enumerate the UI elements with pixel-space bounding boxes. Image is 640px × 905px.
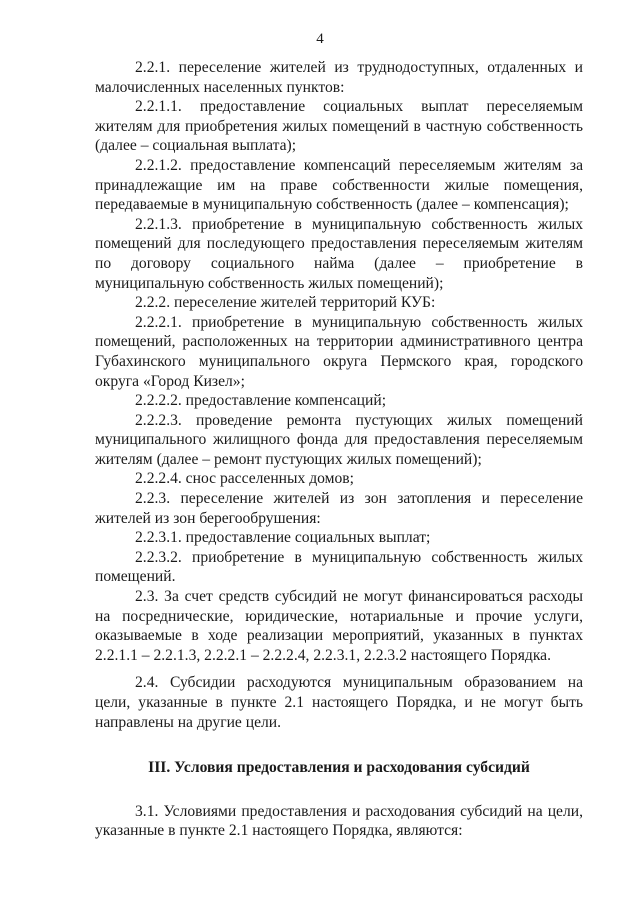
paragraph-2-2-3-1: 2.2.3.1. предоставление социальных выплат; xyxy=(135,529,431,547)
paragraph-2-2-2: 2.2.2. переселение жителей территорий КУБ: xyxy=(135,294,436,312)
paragraph-2-2-2-2: 2.2.2.2. предоставление компенсаций; xyxy=(135,392,387,410)
paragraph-2-2-2-4: 2.2.2.4. снос расселенных домов; xyxy=(135,470,354,488)
paragraph-2-3: 2.3. За счет средств субсидий не могут финансироваться расходы на посреднические, юридические, нотариальные и прочие услуги, оказываемые в ходе реализации мероприятий, указанных в пунктах 2.2.1.1 – 2.2.1.3, 2.2.2.1 – 2.2.2.4, 2.2.3.1, 2.2.3.2 настоящего Порядка. xyxy=(95,588,583,664)
paragraph-2-2-3: 2.2.3. переселение жителей из зон затопления и переселение жителей из зон берегообрушения: xyxy=(95,490,583,527)
paragraph-2-2-1: 2.2.1. переселение жителей из труднодоступных, отдаленных и малочисленных населенных пунктов: xyxy=(95,59,583,96)
paragraph-2-2-3-2: 2.2.3.2. приобретение в муниципальную собственность жилых помещений. xyxy=(95,548,583,586)
paragraph-2-2-2-1: 2.2.2.1. приобретение в муниципальную собственность жилых помещений, расположенных на территории административного центра Губахинского муниципального округа Пермского края, городского округа «Город Кизел»; xyxy=(95,313,583,390)
document-body xyxy=(95,58,583,841)
paragraph-2-2-1-1: 2.2.1.1. предоставление социальных выплат переселяемым жителям для приобретения жилых помещений в частную собственность (далее – социальная выплата); xyxy=(95,98,583,155)
section-heading: III. Условия предоставления и расходования субсидий xyxy=(148,759,530,777)
paragraph-2-2-1-3: 2.2.1.3. приобретение в муниципальную собственность жилых помещений для последующего предоставления переселяемым жителям по договору социального найма (далее – приобретение в муниципальную собственность жилых помещений); xyxy=(95,215,583,292)
page-number: 4 xyxy=(316,31,324,47)
paragraph-3-1: 3.1. Условиями предоставления и расходования субсидий на цели, указанные в пункте 2.1 настоящего Порядка, являются: xyxy=(95,802,583,840)
paragraph-2-2-1-2: 2.2.1.2. предоставление компенсаций переселяемым жителям за принадлежащие им на праве собственности жилые помещения, передаваемые в муниципальную собственность (далее – компенсация); xyxy=(95,156,583,214)
paragraph-2-4: 2.4. Субсидии расходуются муниципальным образованием на цели, указанные в пункте 2.1 настоящего Порядка, и не могут быть направлены на другие цели. xyxy=(95,674,583,731)
paragraph-2-2-2-3: 2.2.2.3. проведение ремонта пустующих жилых помещений муниципального жилищного фонда для предоставления переселяемым жителям (далее – ремонт пустующих жилых помещений); xyxy=(95,411,583,468)
